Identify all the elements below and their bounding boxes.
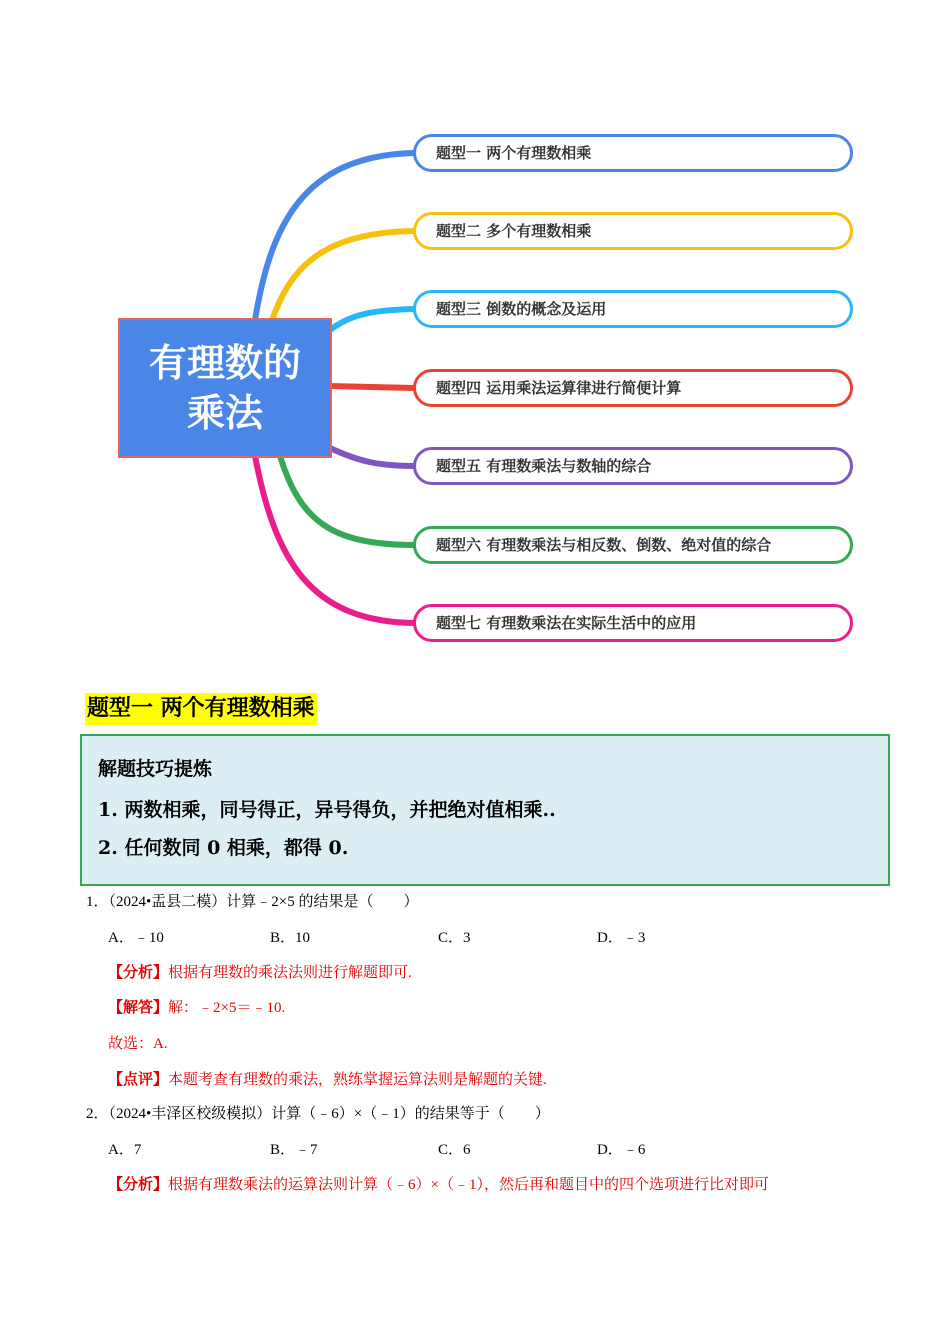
q1-analysis-text: 根据有理数的乘法法则进行解题即可. [168, 965, 412, 981]
connector-1 [255, 153, 415, 320]
branch-2: 题型二 多个有理数相乘 [413, 212, 853, 250]
mindmap-root [118, 318, 332, 458]
connector-2 [272, 231, 415, 320]
connector-6 [280, 456, 415, 545]
branch-6: 题型六 有理数乘法与相反数、倒数、绝对值的综合 [413, 526, 853, 564]
q1-stem: 1．（2024•盂县二模）计算﹣2×5 的结果是（ ） [86, 894, 419, 910]
q1-solution-text: 解：﹣2×5＝﹣10. [168, 1000, 286, 1016]
q1-option-d: D．﹣3 [597, 930, 646, 946]
branch-3: 题型三 倒数的概念及运用 [413, 290, 853, 328]
section-title: 题型一 两个有理数相乘 [85, 693, 317, 725]
tips-line-1: 1. 两数相乘，同号得正，异号得负，并把绝对值相乘.. [98, 799, 556, 821]
q2-option-c: C．6 [438, 1142, 471, 1158]
connector-5 [330, 448, 415, 466]
branch-5: 题型五 有理数乘法与数轴的综合 [413, 447, 853, 485]
q1-choice: 故选：A. [108, 1036, 168, 1052]
root-title-line1: 有理数的 [148, 341, 301, 385]
q2-analysis [108, 1173, 769, 1194]
q1-analysis [108, 961, 412, 982]
q1-solution [108, 996, 285, 1017]
tips-title: 解题技巧提炼 [98, 758, 213, 780]
connector-4 [330, 386, 415, 388]
q1-option-b: B．10 [270, 930, 311, 946]
q1-comment [108, 1068, 547, 1089]
q2-analysis-text: 根据有理数乘法的运算法则计算（﹣6）×（﹣1），然后再和题目中的四个选项进行比对即可 [168, 1177, 769, 1193]
q2-option-b: B．﹣7 [270, 1142, 318, 1158]
q1-comment-text: 本题考查有理数的乘法，熟练掌握运算法则是解题的关键. [168, 1072, 547, 1088]
q1-analysis-tag: 【分析】 [108, 965, 169, 981]
q1-comment-tag: 【点评】 [108, 1072, 169, 1088]
q1-option-a: A．﹣10 [108, 930, 164, 946]
tips-box [80, 734, 890, 886]
branch-4: 题型四 运用乘法运算律进行简便计算 [413, 369, 853, 407]
q2-stem: 2．（2024•丰泽区校级模拟）计算（﹣6）×（﹣1）的结果等于（ ） [86, 1106, 550, 1122]
q2-option-a: A．7 [108, 1142, 142, 1158]
q1-solution-tag: 【解答】 [108, 1000, 169, 1016]
root-title-line2: 乘法 [186, 391, 263, 435]
connector-7 [255, 456, 415, 623]
q2-analysis-tag: 【分析】 [108, 1177, 169, 1193]
q1-option-c: C．3 [438, 930, 471, 946]
branch-7: 题型七 有理数乘法在实际生活中的应用 [413, 604, 853, 642]
branch-1: 题型一 两个有理数相乘 [413, 134, 853, 172]
tips-line-2: 2. 任何数同 0 相乘，都得 0. [98, 837, 349, 859]
connector-3 [330, 309, 415, 330]
q2-option-d: D．﹣6 [597, 1142, 646, 1158]
